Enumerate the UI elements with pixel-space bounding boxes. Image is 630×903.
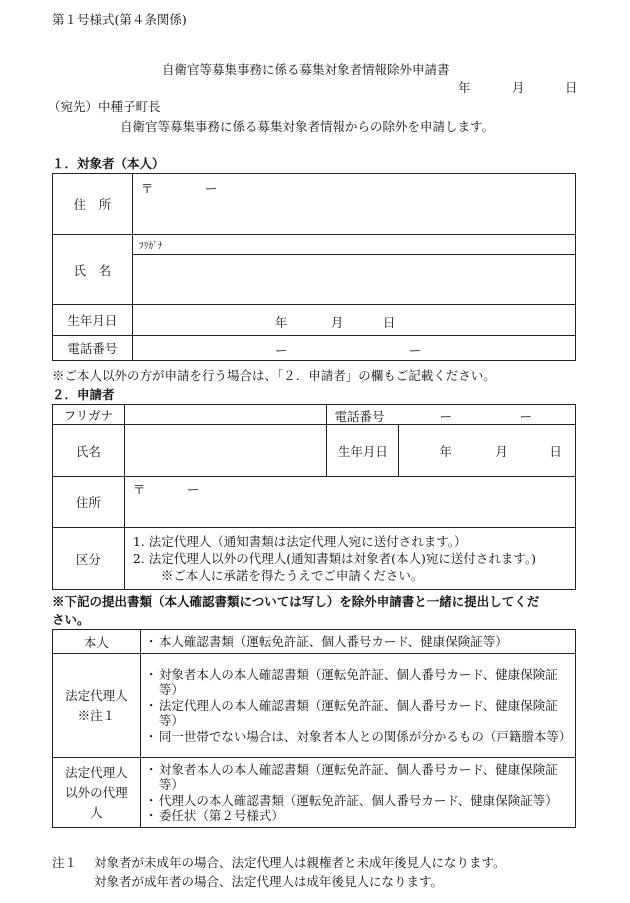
birth-year: 年 bbox=[274, 315, 288, 330]
applicant-furigana-field[interactable] bbox=[124, 405, 327, 425]
footnote-label: 注１ bbox=[52, 855, 78, 870]
doc-item: ・ 対象者本人の本人確認書類（運転免許証、個人番号カード、健康保険証等） bbox=[149, 667, 571, 698]
footnote-line2: 対象者が成年者の場合、法定代理人は成年後見人になります。 bbox=[94, 874, 444, 889]
subject-address-field[interactable] bbox=[132, 174, 575, 235]
doc-row-items-other bbox=[140, 758, 575, 828]
subject-address-label: 住 所 bbox=[53, 174, 133, 235]
postal-dash: ー bbox=[204, 181, 218, 196]
applicant-postal-mark: 〒 bbox=[132, 482, 146, 497]
postal-mark: 〒 bbox=[140, 181, 154, 196]
doc-item: ・ 代理人の本人確認書類（運転免許証、個人番号カード、健康保険証等） bbox=[149, 793, 571, 809]
applicant-birth-day: 日 bbox=[549, 444, 562, 459]
applicant-phone-dash-2: ー bbox=[519, 409, 532, 424]
footnote-line1: 対象者が未成年の場合、法定代理人は親権者と未成年後見人になります。 bbox=[94, 855, 506, 870]
doc-label-line: 以外の代理 bbox=[65, 784, 128, 800]
form-number: 第１号様式(第４条関係) bbox=[52, 12, 187, 27]
applicant-category-label: 区分 bbox=[53, 528, 125, 590]
section2-heading: ２．申請者 bbox=[52, 387, 115, 402]
category-option-2[interactable]: 2. 法定代理人以外の代理人(通知書類は対象者(本人)宛に送付されます。) bbox=[132, 551, 537, 566]
doc-item: ・ 法定代理人の本人確認書類（運転免許証、個人番号カード、健康保険証等） bbox=[149, 698, 571, 729]
applicant-birth-month: 月 bbox=[495, 444, 508, 459]
category-option-1[interactable]: 1. 法定代理人（通知書類は法定代理人宛に送付されます。） bbox=[132, 534, 467, 549]
subject-birth-field[interactable] bbox=[132, 305, 575, 336]
subject-furigana-field[interactable] bbox=[132, 235, 575, 255]
subject-name-field[interactable] bbox=[132, 255, 575, 305]
section1-note: ※ご本人以外の方が申請を行う場合は、「２．申請者」の欄もご記載ください。 bbox=[52, 368, 496, 383]
applicant-postal-dash: ー bbox=[186, 482, 200, 497]
doc-item: ・ 同一世帯でない場合は、対象者本人との関係が分かるもの（戸籍謄本等） bbox=[149, 729, 571, 745]
applicant-phone-label: 電話番号 bbox=[334, 409, 385, 424]
doc-label-note: ※注１ bbox=[77, 707, 116, 723]
applicant-phone-field[interactable] bbox=[327, 405, 576, 425]
date-day: 日 bbox=[565, 80, 578, 95]
birth-day: 日 bbox=[382, 315, 396, 330]
subject-phone-field[interactable] bbox=[132, 336, 575, 361]
subject-table bbox=[52, 173, 576, 361]
applicant-birth-field[interactable] bbox=[399, 425, 576, 477]
doc-item: ・ 委任状（第２号様式） bbox=[149, 808, 571, 824]
doc-row-items-self bbox=[140, 630, 575, 654]
furigana-label: ﾌﾘｶﾞﾅ bbox=[138, 241, 163, 252]
applicant-furigana-label: フリガナ bbox=[53, 405, 125, 425]
applicant-address-label: 住所 bbox=[53, 477, 125, 528]
addressee: （宛先）中種子町長 bbox=[48, 99, 161, 114]
date-year: 年 bbox=[458, 80, 471, 95]
applicant-category-options bbox=[124, 528, 575, 590]
applicant-birth-label: 生年月日 bbox=[327, 425, 399, 477]
page-title: 自衛官等募集事務に係る募集対象者情報除外申請書 bbox=[162, 62, 450, 77]
applicant-name-label: 氏名 bbox=[53, 425, 125, 477]
subject-phone-label: 電話番号 bbox=[53, 336, 133, 361]
section1-heading: １．対象者（本人） bbox=[52, 156, 165, 171]
intro-text: 自衛官等募集事務に係る募集対象者情報からの除外を申請します。 bbox=[120, 119, 495, 134]
applicant-name-field[interactable] bbox=[124, 425, 327, 477]
documents-table bbox=[52, 629, 576, 828]
applicant-address-field[interactable] bbox=[124, 477, 575, 528]
doc-label-line: 人 bbox=[90, 804, 103, 820]
subject-birth-label: 生年月日 bbox=[53, 305, 133, 336]
phone-dash-2: ー bbox=[408, 343, 422, 358]
applicant-phone-dash-1: ー bbox=[439, 409, 452, 424]
documents-heading-line2: さい。 bbox=[52, 612, 90, 627]
doc-row-items-legal bbox=[140, 654, 575, 758]
phone-dash-1: ー bbox=[274, 343, 288, 358]
date-month: 月 bbox=[512, 80, 525, 95]
doc-item: ・ 本人確認書類（運転免許証、個人番号カード、健康保険証等） bbox=[149, 634, 571, 650]
doc-label-line: 法定代理人 bbox=[65, 687, 128, 703]
doc-label-line: 法定代理人 bbox=[65, 764, 128, 780]
documents-heading-line1: ※下記の提出書類（本人確認書類については写し）を除外申請書と一緒に提出してくだ bbox=[52, 594, 540, 609]
doc-item: ・ 対象者本人の本人確認書類（運転免許証、個人番号カード、健康保険証等） bbox=[149, 762, 571, 793]
applicant-table bbox=[52, 404, 576, 590]
category-note: ※ご本人に承諾を得たうえでご申請ください。 bbox=[160, 568, 424, 583]
birth-month: 月 bbox=[330, 315, 344, 330]
subject-name-label: 氏 名 bbox=[53, 235, 133, 305]
doc-row-label-self: 本人 bbox=[53, 630, 141, 654]
doc-row-label-other bbox=[53, 758, 141, 828]
doc-row-label-legal bbox=[53, 654, 141, 758]
applicant-birth-year: 年 bbox=[439, 444, 452, 459]
